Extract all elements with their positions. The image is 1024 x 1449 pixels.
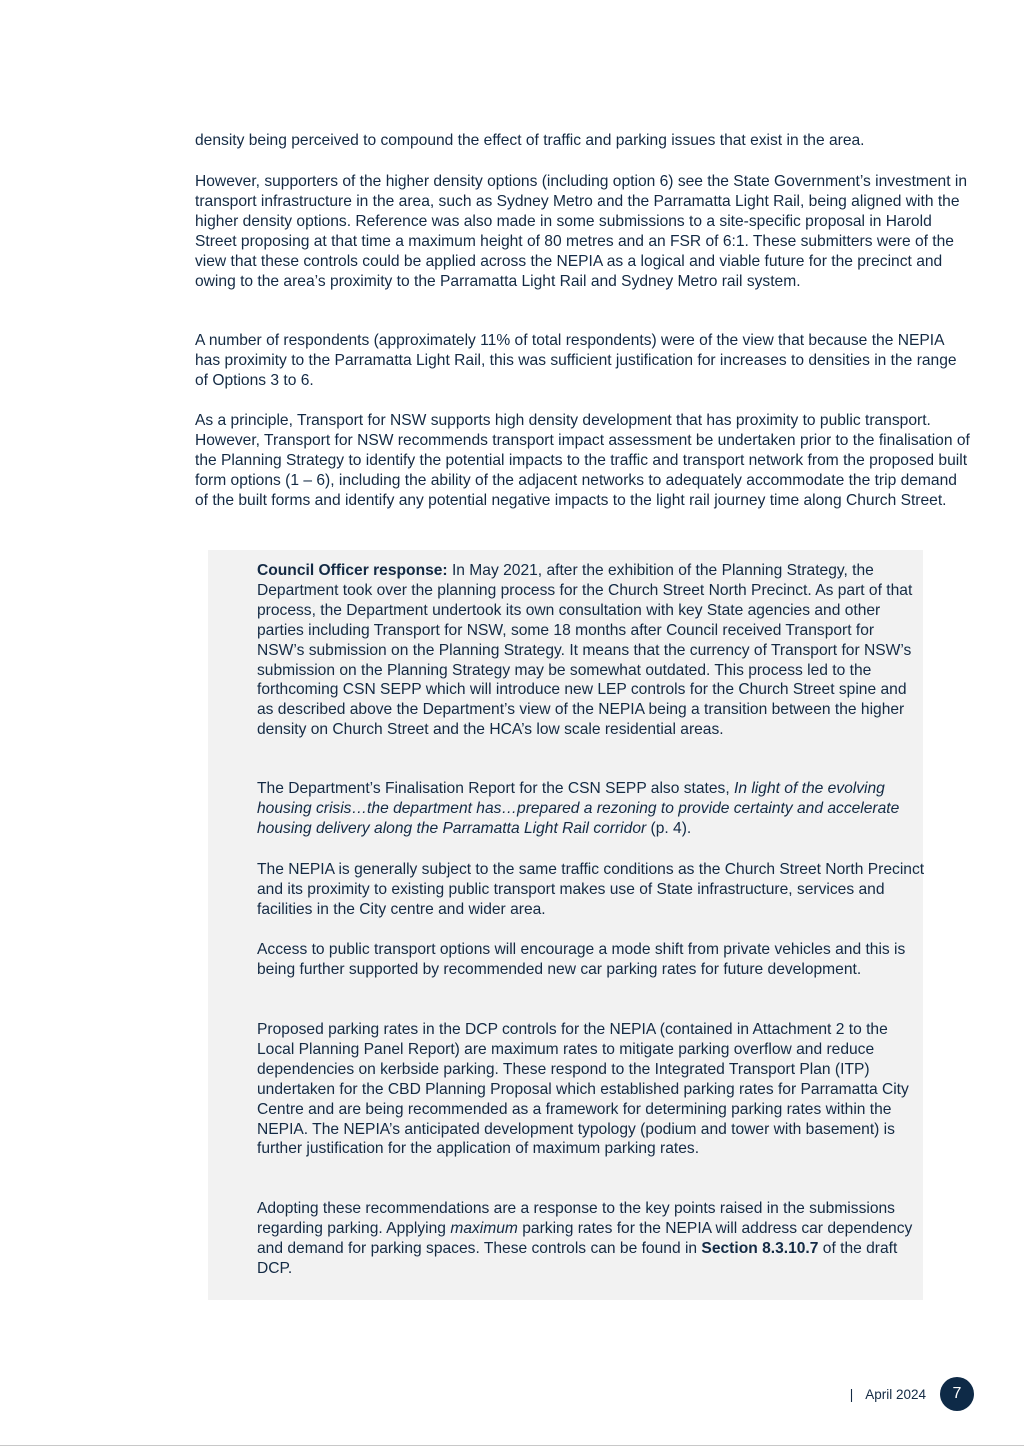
paragraph-text: However, supporters of the higher density options (including option 6) see the State Government’s investment in transport infrastructure in the area, such as Sydney Metro and the Parramatta Light Rail, being aligned with the higher density options. Reference was also made in some submissions to a site-specific proposal in Harold Street proposing at that time a maximum height of 80 metres and an FSR of 6:1. These submitters were of the view that these controls could be applied across the NEPIA as a logical and viable future for the precinct and owing to the area’s proximity to the Parramatta Light Rail and Sydney Metro rail system. — [195, 173, 968, 290]
response-paragraph-mode-shift — [257, 940, 925, 980]
body-paragraph-traffic-density — [195, 131, 970, 151]
footer-separator: | — [849, 1386, 854, 1402]
response-paragraph-recommendations — [257, 1199, 925, 1279]
response-heading: Council Officer response: — [257, 562, 448, 579]
paragraph-text: density being perceived to compound the effect of traffic and parking issues that exist in the area. — [195, 132, 865, 149]
emphasis-maximum: maximum — [450, 1219, 518, 1237]
response-paragraph-parking-rates — [257, 1020, 925, 1159]
paragraph-text — [257, 779, 925, 839]
body-paragraph-transport-nsw — [195, 411, 970, 511]
finalisation-quote: In light of the evolving housing crisis…the department has…prepared a rezoning to provide certainty and accelerate housing delivery along the Parramatta Light Rail corridor — [257, 780, 900, 837]
page-number-badge: 7 — [940, 1377, 974, 1411]
paragraph-text: Proposed parking rates in the DCP controls for the NEPIA (contained in Attachment 2 to the Local Planning Panel Report) are maximum rates to mitigate parking overflow and reduce dependencies on kerbside parking. These respond to the Integrated Transport Plan (ITP) undertaken for the CBD Planning Proposal which established parking rates for Parramatta City Centre and are being recommended as a framework for determining parking rates within the NEPIA. The NEPIA’s anticipated development typology (podium and tower with basement) is further justification for the application of maximum parking rates. — [257, 1021, 909, 1158]
recommendations-text-a: Adopting these recommendations are a response to the key points raised in the submissions regarding parking. Applying — [257, 1200, 895, 1237]
page-footer — [850, 1378, 974, 1410]
recommendations-text-b: parking rates for the NEPIA will address car dependency and demand for parking spaces. These controls can be found in — [257, 1219, 913, 1257]
response-intro-text: In May 2021, after the exhibition of the Planning Strategy, the Department took over the planning process for the Church Street North Precinct. As part of that process, the Department undertook its own consultation with key State agencies and other parties including Transport for NSW, some 18 months after Council received Transport for NSW’s submission on the Planning Strategy. It means that the currency of Transport for NSW’s submission on the Planning Strategy may be somewhat outdated. This process led to the forthcoming CSN SEPP which will introduce new LEP controls for the Church Street spine and as described above the Department’s view of the NEPIA being a transition between the higher density on Church Street and the HCA’s low scale residential areas. — [257, 562, 913, 739]
footer-date: April 2024 — [865, 1386, 926, 1402]
response-paragraph-traffic-conditions — [257, 860, 925, 920]
paragraph-text — [257, 561, 925, 740]
paragraph-text: The NEPIA is generally subject to the same traffic conditions as the Church Street North Precinct and its proximity to existing public transport makes use of State infrastructure, services and facilities in the City centre and wider area. — [257, 861, 925, 918]
body-paragraph-respondents — [195, 331, 970, 391]
paragraph-text: A number of respondents (approximately 11% of total respondents) were of the view that because the NEPIA has proximity to the Parramatta Light Rail, this was sufficient justification for increases to densities in the range of Options 3 to 6. — [195, 332, 957, 389]
finalisation-citation: (p. 4). — [646, 819, 692, 837]
response-paragraph-intro — [257, 561, 925, 740]
response-paragraph-finalisation-report — [257, 779, 925, 839]
finalisation-lead-text: The Department’s Finalisation Report for the CSN SEPP also states, — [257, 780, 734, 797]
paragraph-text: Access to public transport options will encourage a mode shift from private vehicles and this is being further supported by recommended new car parking rates for future development. — [257, 941, 906, 978]
section-reference: Section 8.3.10.7 — [701, 1239, 819, 1257]
bottom-divider — [0, 1445, 1024, 1446]
body-paragraph-supporters — [195, 172, 970, 291]
recommendations-text-c: of the draft DCP. — [257, 1239, 898, 1277]
paragraph-text — [257, 1199, 925, 1279]
paragraph-text: As a principle, Transport for NSW supports high density development that has proximity to public transport. However, Transport for NSW recommends transport impact assessment be undertaken prior to the finalisation of the Planning Strategy to identify the potential impacts to the traffic and transport network from the proposed built form options (1 – 6), including the ability of the adjacent networks to adequately accommodate the trip demand of the built forms and identify any potential negative impacts to the light rail journey time along Church Street. — [195, 412, 970, 509]
